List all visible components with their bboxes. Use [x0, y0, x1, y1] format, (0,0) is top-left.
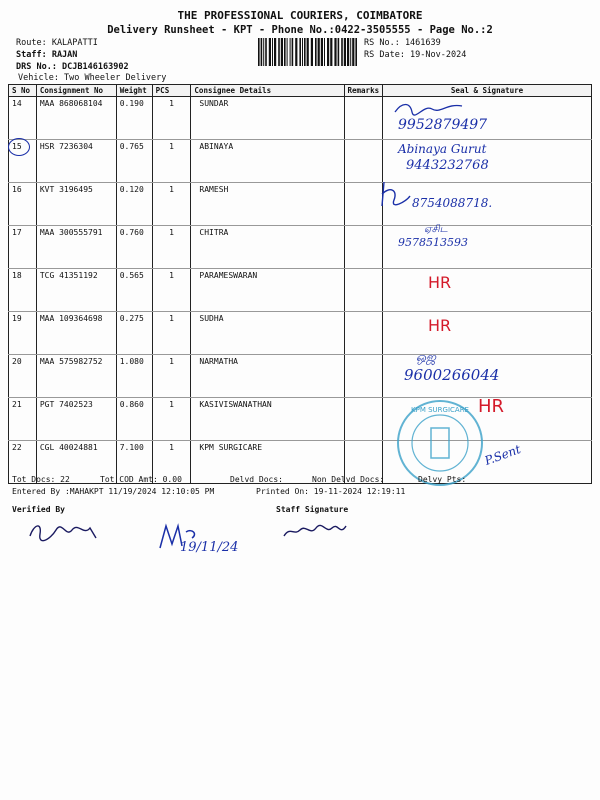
- phone-row14: 9952879497: [398, 117, 488, 133]
- rs-date: RS Date: 19-Nov-2024: [364, 50, 467, 60]
- cell-weight: 0.190: [116, 97, 152, 140]
- vehicle-label: Vehicle: Two Wheeler Delivery: [18, 73, 167, 83]
- barcode-bar: [344, 38, 346, 66]
- cell-signature: [383, 269, 592, 312]
- table-row: [9, 355, 592, 398]
- table-row: [9, 226, 592, 269]
- cell-weight: 1.080: [116, 355, 152, 398]
- cell-remarks: [344, 140, 383, 183]
- staff-signature: [280, 520, 350, 542]
- staff-signature-label: Staff Signature: [276, 505, 349, 514]
- stamp-text: KPM SURGICARE: [411, 406, 469, 414]
- col-remarks: Remarks: [344, 85, 383, 97]
- cell-sno: 18: [9, 269, 37, 312]
- cell-signature: [383, 312, 592, 355]
- cell-consignment: MAA 868068104: [36, 97, 116, 140]
- delivery-table: [8, 84, 592, 484]
- phone-row16: 8754088718.: [412, 196, 493, 210]
- cell-sno: 21: [9, 398, 37, 441]
- handwritten-signature-row14: [392, 100, 472, 118]
- cell-sno: 22: [9, 441, 37, 484]
- cell-consignee: ABINAYA: [191, 140, 344, 183]
- staff-label: Staff: RAJAN: [16, 50, 78, 60]
- barcode-bar: [265, 38, 267, 66]
- barcode-bar: [350, 38, 351, 66]
- barcode-bar: [299, 38, 301, 66]
- non-delivered-docs: Non Delvd Docs:: [312, 475, 385, 484]
- cell-sno: 19: [9, 312, 37, 355]
- cell-consignment: TCG 41351192: [36, 269, 116, 312]
- col-signature: Seal & Signature: [383, 85, 592, 97]
- phone-row15: 9443232768: [406, 158, 489, 173]
- cell-pcs: 1: [152, 355, 191, 398]
- verifier-signature: [26, 518, 106, 546]
- cell-sno: 17: [9, 226, 37, 269]
- cell-sno: 20: [9, 355, 37, 398]
- barcode-bar: [324, 38, 325, 66]
- circle-mark-row15: [8, 138, 30, 156]
- cell-consignee: SUNDAR: [191, 97, 344, 140]
- cell-weight: 0.760: [116, 226, 152, 269]
- phone-row17: 9578513593: [398, 236, 468, 249]
- name-row15: Abinaya Gurut: [398, 142, 487, 156]
- cell-pcs: 1: [152, 183, 191, 226]
- barcode-bar: [307, 38, 309, 66]
- cell-consignee: SUDHA: [191, 312, 344, 355]
- barcode-bar: [278, 38, 280, 66]
- table-row: [9, 312, 592, 355]
- barcode-bar: [347, 38, 349, 66]
- phone-row20: 9600266044: [404, 366, 500, 384]
- barcode-bar: [302, 38, 303, 66]
- barcode-bar: [290, 38, 291, 66]
- cell-remarks: [344, 226, 383, 269]
- rs-number: RS No.: 1461639: [364, 38, 441, 48]
- cell-sno: 15: [9, 140, 37, 183]
- cell-pcs: 1: [152, 226, 191, 269]
- verifier-date: 19/11/24: [180, 540, 239, 555]
- hr-mark-row19: HR: [428, 316, 452, 335]
- table-row: [9, 97, 592, 140]
- barcode-bar: [261, 38, 263, 66]
- signature-row22: P.Sent: [482, 442, 523, 468]
- cell-pcs: 1: [152, 140, 191, 183]
- cell-weight: 0.860: [116, 398, 152, 441]
- barcode-bar: [258, 38, 260, 66]
- delivery-points: Delvy Pts:: [418, 475, 467, 484]
- cell-consignee: NARMATHA: [191, 355, 344, 398]
- barcode-bar: [295, 38, 297, 66]
- cell-weight: 7.100: [116, 441, 152, 484]
- col-pcs: PCS: [152, 85, 191, 97]
- cell-consignee: CHITRA: [191, 226, 344, 269]
- cell-pcs: 1: [152, 97, 191, 140]
- barcode-bar: [272, 38, 273, 66]
- total-cod-amount: Tot COD Amt: 0.00: [100, 475, 182, 484]
- route-label: Route: KALAPATTI: [16, 38, 98, 48]
- barcode-bar: [338, 38, 340, 66]
- barcode-bar: [274, 38, 276, 66]
- cell-pcs: 1: [152, 312, 191, 355]
- cell-consignee: KASIVISWANATHAN: [191, 398, 344, 441]
- barcode-bar: [318, 38, 320, 66]
- total-docs: Tot Docs: 22: [12, 475, 70, 484]
- barcode-bar: [334, 38, 336, 66]
- cell-remarks: [344, 398, 383, 441]
- barcode-bar: [355, 38, 357, 66]
- table-header-row: [9, 85, 592, 97]
- verified-by-label: Verified By: [12, 505, 65, 514]
- barcode-bar: [321, 38, 323, 66]
- handwritten-signature-row16: [376, 180, 416, 210]
- cell-consignment: HSR 7236304: [36, 140, 116, 183]
- barcode-bar: [287, 38, 288, 66]
- cell-consignment: CGL 40024881: [36, 441, 116, 484]
- cell-remarks: [344, 269, 383, 312]
- cell-weight: 0.275: [116, 312, 152, 355]
- name-row20: ஒஜ: [416, 350, 437, 364]
- col-consignee: Consignee Details: [191, 85, 344, 97]
- cell-sno: 16: [9, 183, 37, 226]
- table-row: [9, 140, 592, 183]
- drs-number: DRS No.: DCJB146163902: [16, 62, 129, 72]
- signature-row16: [376, 180, 416, 214]
- barcode-bar: [284, 38, 286, 66]
- hr-mark-row21: HR: [478, 396, 505, 417]
- runsheet-subtitle: Delivery Runsheet - KPT - Phone No.:0422-3505555 - Page No.:2: [107, 24, 493, 36]
- cell-weight: 0.120: [116, 183, 152, 226]
- col-sno: S No: [9, 85, 37, 97]
- cell-consignment: PGT 7402523: [36, 398, 116, 441]
- cell-consignment: MAA 300555791: [36, 226, 116, 269]
- cell-sno: 14: [9, 97, 37, 140]
- cell-pcs: 1: [152, 441, 191, 484]
- cell-consignee: RAMESH: [191, 183, 344, 226]
- barcode-bar: [352, 38, 354, 66]
- cell-consignment: MAA 575982752: [36, 355, 116, 398]
- barcode-bar: [269, 38, 271, 66]
- cell-consignment: MAA 109364698: [36, 312, 116, 355]
- cell-consignee: KPM SURGICARE: [191, 441, 344, 484]
- barcode-image: [258, 38, 358, 66]
- barcode-bar: [327, 38, 329, 66]
- hr-mark-row18: HR: [428, 273, 452, 292]
- name-row17: ஏசிட: [424, 224, 448, 235]
- barcode-bar: [304, 38, 306, 66]
- cell-consignment: KVT 3196495: [36, 183, 116, 226]
- cell-remarks: [344, 97, 383, 140]
- col-consignment: Consignment No: [36, 85, 116, 97]
- col-weight: Weight: [116, 85, 152, 97]
- cell-remarks: [344, 355, 383, 398]
- company-title: THE PROFESSIONAL COURIERS, COIMBATORE: [177, 9, 423, 22]
- table-row: [9, 398, 592, 441]
- printed-on: Printed On: 19-11-2024 12:19:11: [256, 487, 406, 496]
- barcode-bar: [311, 38, 313, 66]
- table-row: [9, 269, 592, 312]
- barcode-bar: [263, 38, 264, 66]
- cell-remarks: [344, 312, 383, 355]
- entered-by: Entered By :MAHAKPT 11/19/2024 12:10:05 PM: [12, 487, 215, 496]
- barcode-bar: [281, 38, 283, 66]
- barcode-bar: [330, 38, 332, 66]
- barcode-bar: [292, 38, 294, 66]
- barcode-bar: [315, 38, 317, 66]
- delivered-docs: Delvd Docs:: [230, 475, 283, 484]
- cell-pcs: 1: [152, 269, 191, 312]
- cell-consignee: PARAMESWARAN: [191, 269, 344, 312]
- cell-weight: 0.565: [116, 269, 152, 312]
- barcode-bar: [341, 38, 343, 66]
- table-row: [9, 183, 592, 226]
- cell-weight: 0.765: [116, 140, 152, 183]
- cell-pcs: 1: [152, 398, 191, 441]
